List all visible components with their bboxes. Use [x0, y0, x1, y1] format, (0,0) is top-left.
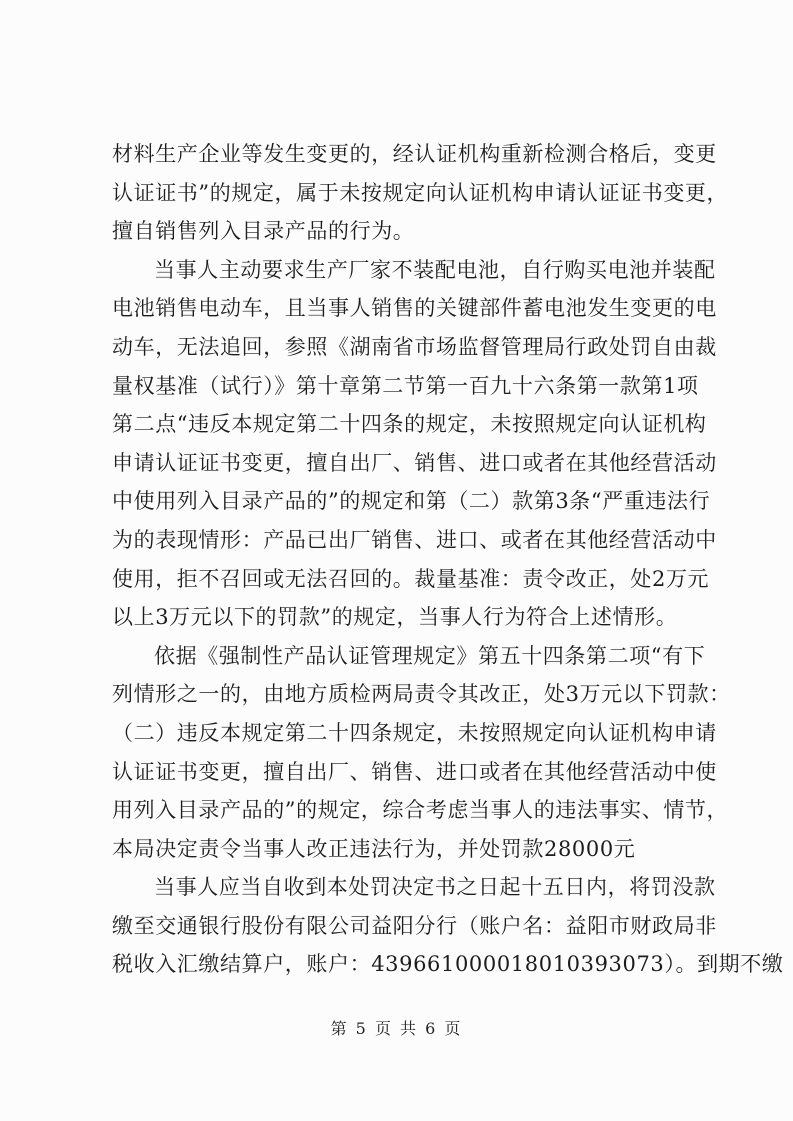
text-line: 材料生产企业等发生变更的，经认证机构重新检测合格后，变更 — [112, 142, 717, 166]
text-line: （二）违反本规定第二十四条规定，未按照规定向认证机构申请 — [112, 720, 717, 745]
text-line: 本局决定责令当事人改正违法行为，并处罚款28000元 — [112, 836, 636, 861]
text-line: 列情形之一的，由地方质检两局责令其改正，处3万元以下罚款： — [112, 682, 731, 707]
text-line: 中使用列入目录产品的”的规定和第（二）款第3条“严重违法行 — [112, 489, 711, 514]
paragraph-start-line: 当事人应当自收到本处罚决定书之日起十五日内，将罚没款 — [154, 875, 716, 900]
paragraph-start-line: 依据《强制性产品认证管理规定》第五十四条第二项“有下 — [154, 643, 706, 668]
text-line: 动车，无法追回，参照《湖南省市场监督管理局行政处罚自由裁 — [112, 334, 717, 359]
text-line: 量权基准（试行）》第十章第二节第一百九十六条第一款第1项 — [112, 373, 699, 398]
text-line: 使用，拒不召回或无法召回的。裁量基准：责令改正，处2万元 — [112, 566, 710, 591]
text-line: 认证证书”的规定，属于未按规定向认证机构申请认证证书变更， — [112, 180, 729, 205]
text-line: 为的表现情形：产品已出厂销售、进口、或者在其他经营活动中 — [112, 527, 717, 552]
text-line: 用列入目录产品的”的规定，综合考虑当事人的违法事实、情节， — [112, 798, 729, 823]
text-line: 以上3万元以下的罚款”的规定，当事人行为符合上述情形。 — [112, 605, 678, 630]
document-body — [112, 135, 784, 984]
text-line: 税收入汇缴结算户，账户：439661000018010393073）。到期不缴 — [112, 952, 784, 977]
text-line: 电池销售电动车，且当事人销售的关键部件蓄电池发生变更的电 — [112, 296, 717, 321]
text-line: 申请认证证书变更，擅自出厂、销售、进口或者在其他经营活动 — [112, 450, 717, 475]
text-line: 第二点“违反本规定第二十四条的规定，未按照规定向认证机构 — [112, 412, 707, 437]
paragraph-start-line: 当事人主动要求生产厂家不装配电池，自行购买电池并装配 — [154, 257, 716, 282]
text-line: 擅自销售列入目录产品的行为。 — [112, 219, 415, 244]
text-line: 缴至交通银行股份有限公司益阳分行（账户名：益阳市财政局非 — [112, 913, 717, 938]
text-line: 认证证书变更，擅自出厂、销售、进口或者在其他经营活动中使 — [112, 759, 717, 784]
page-number-footer: 第 5 页 共 6 页 — [330, 1019, 463, 1038]
